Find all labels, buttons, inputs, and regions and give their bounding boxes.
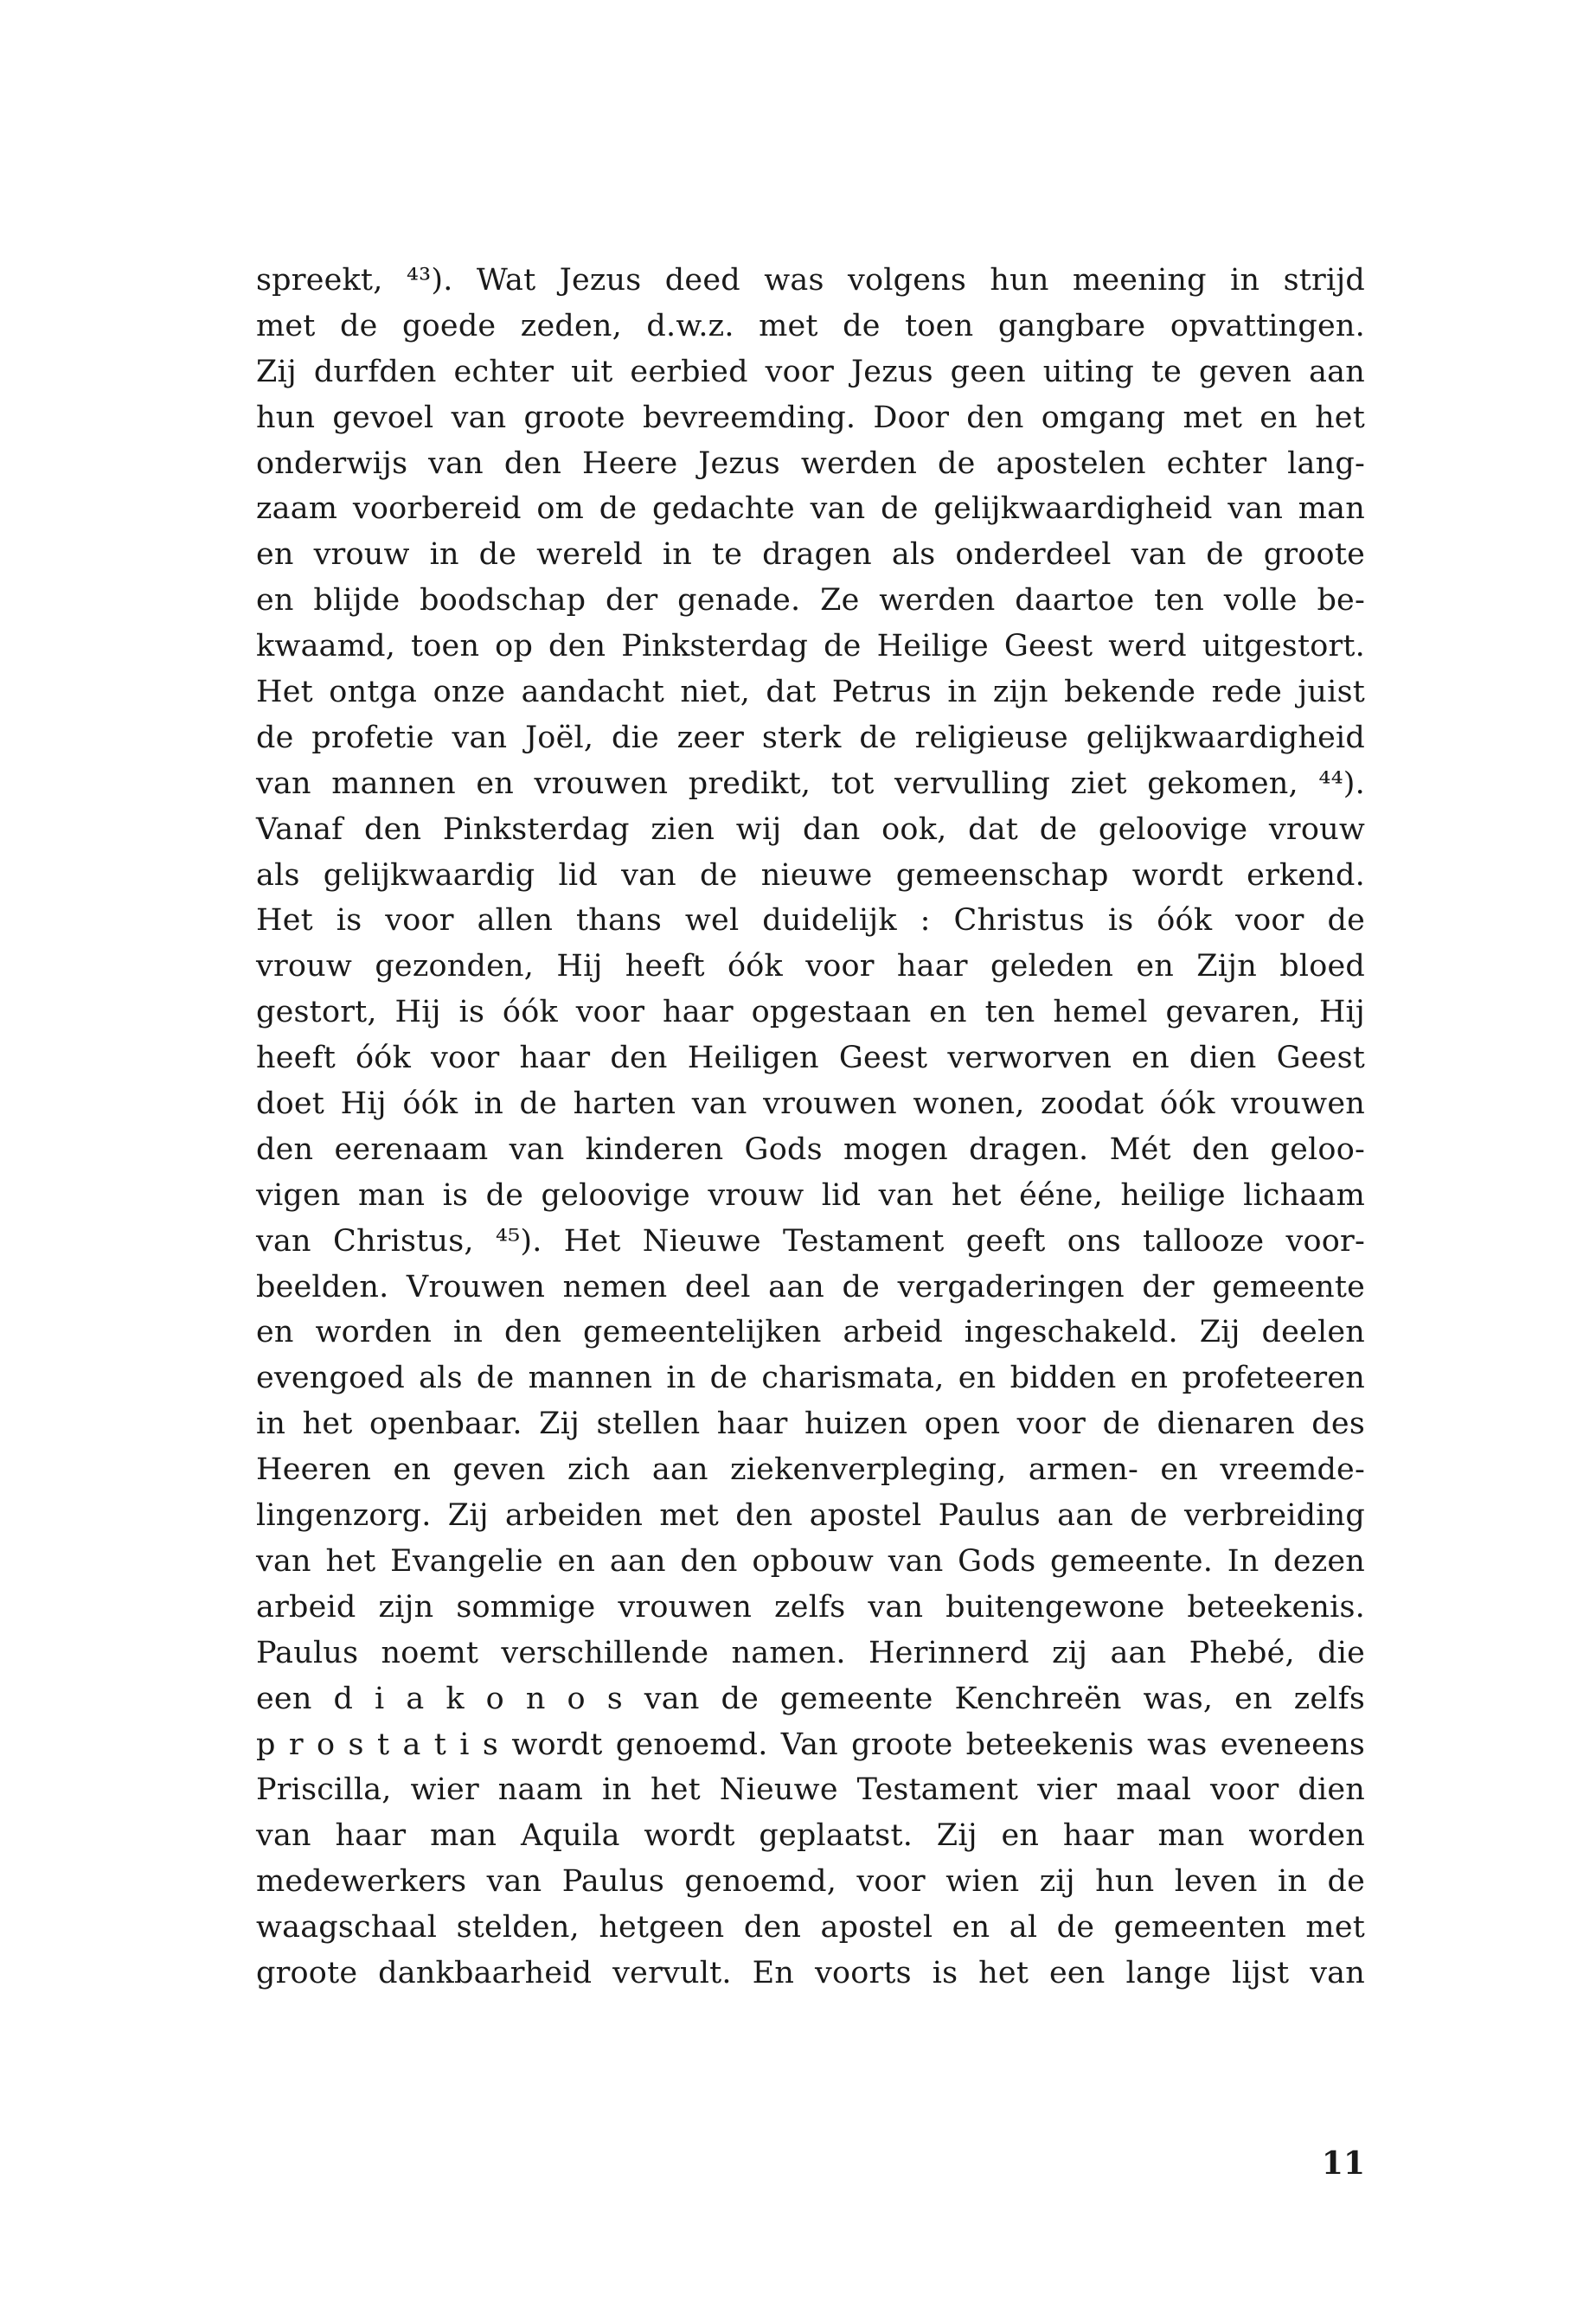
- text-line: kwaamd, toen op den Pinksterdag de Heilige Geest werd uitgestort.: [256, 629, 1365, 664]
- text-line: den eerenaam van kinderen Gods mogen dragen. Mét den geloo-: [256, 1131, 1365, 1167]
- text-line: p r o s t a t i s wordt genoemd. Van groote beteekenis was eveneens: [256, 1727, 1365, 1762]
- text-line: Heeren en geven zich aan ziekenverpleging, armen- en vreemde-: [256, 1452, 1365, 1488]
- page-number: 11: [1321, 2145, 1365, 2182]
- text-line: beelden. Vrouwen nemen deel aan de vergaderingen der gemeente: [256, 1269, 1365, 1304]
- text-line: gestort, Hij is óók voor haar opgestaan en ten hemel gevaren, Hij: [256, 995, 1365, 1030]
- body-text: [256, 258, 1365, 1997]
- text-line: medewerkers van Paulus genoemd, voor wien zij hun leven in de: [256, 1864, 1365, 1900]
- text-line: met de goede zeden, d.w.z. met de toen gangbare opvattingen.: [256, 308, 1365, 343]
- text-line: groote dankbaarheid vervult. En voorts is het een lange lijst van: [256, 1955, 1365, 1990]
- text-line: vigen man is de geloovige vrouw lid van het ééne, heilige lichaam: [256, 1177, 1365, 1213]
- text-line: heeft óók voor haar den Heiligen Geest verworven en dien Geest: [256, 1041, 1365, 1076]
- text-line: Zij durfden echter uit eerbied voor Jezus geen uiting te geven aan: [256, 354, 1365, 389]
- text-line: en blijde boodschap der genade. Ze werden daartoe ten volle be-: [256, 583, 1365, 619]
- text-line: van haar man Aquila wordt geplaatst. Zij en haar man worden: [256, 1818, 1365, 1854]
- text-line: Priscilla, wier naam in het Nieuwe Testament vier maal voor dien: [256, 1772, 1365, 1808]
- text-line: evengoed als de mannen in de charismata, en bidden en profeteeren: [256, 1361, 1365, 1396]
- text-line: waagschaal stelden, hetgeen den apostel en al de gemeenten met: [256, 1910, 1365, 1945]
- text-line: Het is voor allen thans wel duidelijk : Christus is óók voor de: [256, 903, 1365, 939]
- text-line: Vanaf den Pinksterdag zien wij dan ook, dat de geloovige vrouw: [256, 811, 1365, 847]
- text-line: de profetie van Joël, die zeer sterk de religieuse gelijkwaardigheid: [256, 720, 1365, 755]
- text-line: arbeid zijn sommige vrouwen zelfs van buitengewone beteekenis.: [256, 1589, 1365, 1625]
- text-line: als gelijkwaardig lid van de nieuwe gemeenschap wordt erkend.: [256, 857, 1365, 893]
- text-line: in het openbaar. Zij stellen haar huizen open voor de dienaren des: [256, 1407, 1365, 1442]
- text-line: van mannen en vrouwen predikt, tot vervulling ziet gekomen, ⁴⁴).: [256, 766, 1365, 801]
- text-line: van Christus, ⁴⁵). Het Nieuwe Testament geeft ons tallooze voor-: [256, 1223, 1365, 1259]
- text-line: van het Evangelie en aan den opbouw van Gods gemeente. In dezen: [256, 1543, 1365, 1579]
- text-line: doet Hij óók in de harten van vrouwen wonen, zoodat óók vrouwen: [256, 1086, 1365, 1122]
- text-line: en worden in den gemeentelijken arbeid ingeschakeld. Zij deelen: [256, 1315, 1365, 1350]
- text-line: een d i a k o n o s van de gemeente Kenchreën was, en zelfs: [256, 1681, 1365, 1716]
- text-line: Het ontga onze aandacht niet, dat Petrus in zijn bekende rede juist: [256, 675, 1365, 710]
- text-line: spreekt, ⁴³). Wat Jezus deed was volgens hun meening in strijd: [256, 263, 1365, 298]
- text-line: Paulus noemt verschillende namen. Herinnerd zij aan Phebé, die: [256, 1635, 1365, 1670]
- text-line: zaam voorbereid om de gedachte van de gelijkwaardigheid van man: [256, 491, 1365, 527]
- text-line: onderwijs van den Heere Jezus werden de apostelen echter lang-: [256, 445, 1365, 481]
- text-line: lingenzorg. Zij arbeiden met den apostel Paulus aan de verbreiding: [256, 1498, 1365, 1534]
- text-line: vrouw gezonden, Hij heeft óók voor haar geleden en Zijn bloed: [256, 949, 1365, 984]
- text-line: hun gevoel van groote bevreemding. Door den omgang met en het: [256, 400, 1365, 435]
- text-line: en vrouw in de wereld in te dragen als onderdeel van de groote: [256, 537, 1365, 573]
